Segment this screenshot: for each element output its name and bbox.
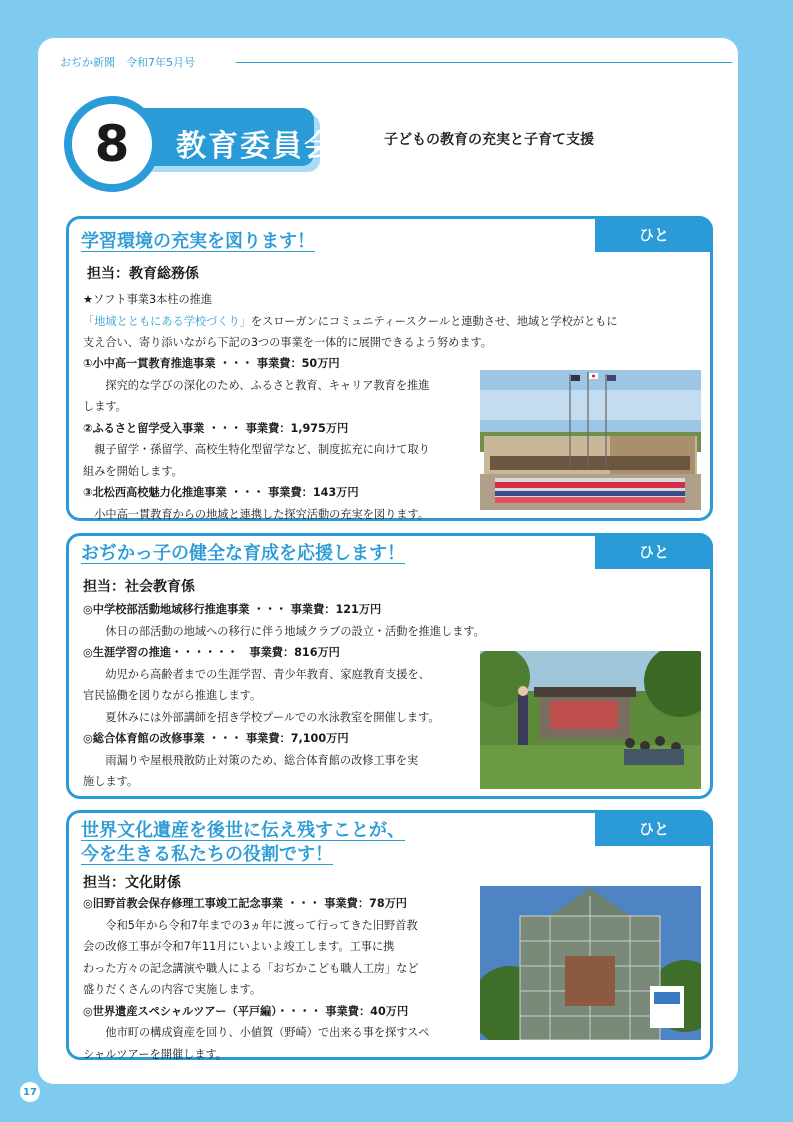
section-title: 学習環境の充実を図ります！: [81, 231, 315, 252]
project-heading: ◎中学校部活動地域移行推進事業 ・・・ 事業費：121万円: [83, 603, 382, 616]
header-rule: [236, 62, 732, 63]
body-line: ★ソフト事業3本柱の推進: [83, 293, 213, 306]
body-line: 幼児から高齢者までの生涯学習、青少年教育、家庭教育支援を、: [105, 667, 430, 681]
project-heading: ◎生涯学習の推進・・・・・・ 事業費：816万円: [83, 646, 340, 659]
body-line: わった方々の記念講演や職人による「おぢかこども職人工房」など: [83, 961, 419, 975]
body-line: します。: [83, 400, 127, 413]
body-line: 他市町の構成資産を回り、小値賀（野崎）で出来る事を探すスペ: [105, 1026, 430, 1039]
section-title-line: 世界文化遺産を後世に伝え残すことが、: [81, 820, 405, 841]
project-list: [83, 642, 475, 793]
body-line: 会の改修工事が令和7年11月にいよいよ竣工します。工事に携: [83, 940, 395, 953]
body-line: 休日の部活動の地域への移行に伴う地域クラブの設立・活動を推進します。: [105, 624, 485, 638]
project-list: [83, 353, 475, 525]
body-line: 雨漏りや屋根飛散防止対策のため、総合体育館の改修工事を実: [105, 753, 419, 767]
category-tag: ひと: [595, 810, 713, 846]
section-title-line: 今を生きる私たちの役割です！: [81, 844, 333, 865]
body-line: シャルツアーを開催します。: [83, 1047, 227, 1061]
section-body: [83, 289, 703, 354]
responsible-office: 担当：文化財係: [83, 875, 181, 891]
responsible-office: 担当：社会教育係: [83, 579, 195, 595]
body-line: 小中高一貫教育からの地域と連携した探究活動の充実を図ります。: [94, 507, 429, 521]
newsletter-header: おぢか新聞 令和7年5月号: [60, 56, 195, 69]
project-heading: ◎総合体育館の改修事業 ・・・ 事業費：7,100万円: [83, 732, 349, 745]
project-heading: ③北松西高校魅力化推進事業 ・・・ 事業費：143万円: [83, 486, 359, 499]
project-heading: ◎旧野首教会保存修理工事竣工記念事業 ・・・ 事業費：78万円: [83, 897, 407, 910]
section-body: [83, 599, 703, 642]
body-line: 「地域とともにある学校づくり」をスローガンにコミュニティースクールと連動させ、地域と学校がともに: [83, 314, 618, 328]
section-youth-development: [66, 533, 713, 799]
body-line: 夏休みには外部講師を招き学校プールでの水泳教室を開催します。: [105, 710, 440, 724]
section-title: [81, 819, 405, 867]
body-line: 令和5年から令和7年までの3ヵ年に渡って行ってきた旧野首教: [105, 918, 418, 932]
section-learning-environment: [66, 216, 713, 521]
church-scaffolding-photo: [480, 886, 701, 1040]
page-number: 17: [20, 1082, 40, 1102]
outdoor-activity-photo: [480, 651, 701, 789]
project-heading: ◎世界遺産スペシャルツアー（平戸編）・・・・ 事業費：40万円: [83, 1004, 409, 1018]
project-heading: ①小中高一貫教育推進事業 ・・・ 事業費：50万円: [83, 357, 340, 370]
project-list: [83, 893, 475, 1065]
body-line: 施します。: [83, 775, 139, 788]
department-title: 教育委員会: [176, 129, 336, 164]
body-line: 官民協働を図りながら推進します。: [83, 689, 262, 702]
section-number-badge: 8: [64, 96, 160, 192]
responsible-office: 担当：教育総務係: [87, 266, 199, 282]
body-line: 盛りだくさんの内容で実施します。: [83, 983, 262, 996]
project-heading: ②ふるさと留学受入事業 ・・・ 事業費：1,975万円: [83, 421, 349, 435]
category-tag: ひと: [595, 216, 713, 252]
body-line: 探究的な学びの深化のため、ふるさと教育、キャリア教育を推進: [105, 378, 430, 392]
department-subtitle: 子どもの教育の充実と子育て支援: [384, 132, 594, 148]
category-tag: ひと: [595, 533, 713, 569]
body-line: 組みを開始します。: [83, 464, 183, 478]
section-title: おぢかっ子の健全な育成を応援します！: [81, 543, 405, 564]
school-group-photo: [480, 370, 701, 510]
body-line: 支え合い、寄り添いながら下記の3つの事業を一体的に展開できるよう努めます。: [83, 336, 492, 349]
body-line: 親子留学・孫留学、高校生特化型留学など、制度拡充に向けて取り: [94, 443, 430, 456]
section-world-heritage: [66, 810, 713, 1060]
